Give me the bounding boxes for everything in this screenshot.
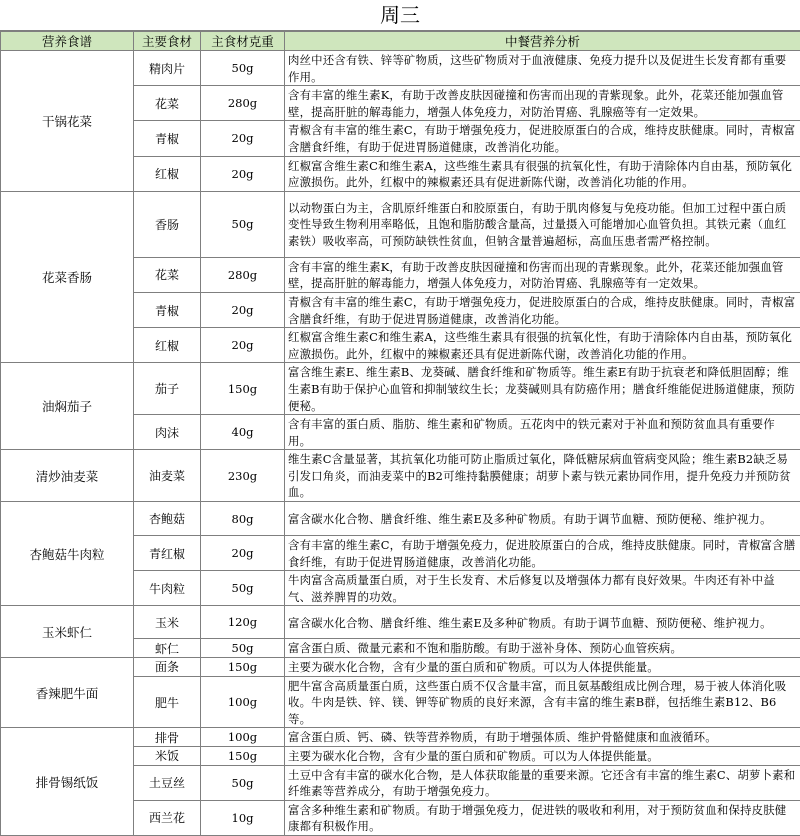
nutrition-analysis: 富含维生素E、维生素B、龙葵碱、膳食纤维和矿物质等。维生素E有助于抗衰老和降低胆固醇；维生素B有助于保护心血管和抑制皱纹生长；龙葵碱则具有防癌作用；膳食纤维能促进肠道健康，预防便秘。	[285, 363, 800, 415]
ingredient-name: 青红椒	[134, 536, 201, 571]
ingredient-name: 花菜	[134, 257, 201, 292]
nutrition-analysis: 肥牛富含高质量蛋白质，这些蛋白质不仅含量丰富，而且氨基酸组成比例合理，易于被人体消化吸收。牛肉是铁、锌、镁、钾等矿物质的良好来源，含有丰富的维生素B群，包括维生素B12、B6等。	[285, 676, 800, 728]
header-weight: 主食材克重	[201, 32, 285, 51]
nutrition-analysis: 青椒含有丰富的维生素C，有助于增强免疫力，促进胶原蛋白的合成，维持皮肤健康。同时，青椒富含膳食纤维，有助于促进胃肠道健康，改善消化功能。	[285, 121, 800, 156]
ingredient-weight: 100g	[201, 728, 285, 747]
ingredient-name: 青椒	[134, 121, 201, 156]
ingredient-weight: 230g	[201, 450, 285, 502]
nutrition-analysis: 以动物蛋白为主，含肌原纤维蛋白和胶原蛋白，有助于肌肉修复与免疫功能。但加工过程中蛋白质变性导致生物利用率略低，且饱和脂肪酸含量高，过量摄入可能增加心血管负担。其铁元素（血红素铁）吸收率高，可预防缺铁性贫血，但钠含量普遍超标，高血压患者需严格控制。	[285, 191, 800, 257]
ingredient-name: 排骨	[134, 728, 201, 747]
nutrition-analysis: 富含多种维生素和矿物质。有助于增强免疫力，促进铁的吸收和利用，对于预防贫血和保持皮肤健康都有积极作用。	[285, 800, 800, 835]
ingredient-name: 米饭	[134, 747, 201, 766]
nutrition-analysis: 主要为碳水化合物，含有少量的蛋白质和矿物质。可以为人体提供能量。	[285, 658, 800, 677]
nutrition-analysis: 含有丰富的维生素K，有助于改善皮肤因碰撞和伤害而出现的青紫现象。此外，花菜还能加强血管壁，提高肝脏的解毒能力，增强人体免疫力，对防治胃癌、乳腺癌等有一定效果。	[285, 257, 800, 292]
recipe-name: 清炒油麦菜	[1, 450, 134, 502]
nutrition-analysis: 红椒富含维生素C和维生素A，这些维生素具有很强的抗氧化性，有助于清除体内自由基，预防氧化应激损伤。此外，红椒中的辣椒素还具有促进新陈代谢，改善消化功能的作用。	[285, 328, 800, 363]
ingredient-name: 青椒	[134, 292, 201, 327]
ingredient-weight: 40g	[201, 415, 285, 450]
ingredient-weight: 20g	[201, 292, 285, 327]
ingredient-name: 红椒	[134, 328, 201, 363]
header-recipe: 营养食谱	[1, 32, 134, 51]
ingredient-weight: 150g	[201, 363, 285, 415]
ingredient-weight: 50g	[201, 51, 285, 86]
ingredient-name: 肉沫	[134, 415, 201, 450]
table-row	[1, 51, 800, 86]
table-row	[1, 606, 800, 639]
nutrition-analysis: 红椒富含维生素C和维生素A，这些维生素具有很强的抗氧化性，有助于清除体内自由基，预防氧化应激损伤。此外，红椒中的辣椒素还具有促进新陈代谢，改善消化功能的作用。	[285, 156, 800, 191]
header-analysis: 中餐营养分析	[285, 32, 800, 51]
nutrition-table	[0, 31, 800, 836]
ingredient-weight: 80g	[201, 502, 285, 536]
nutrition-analysis: 富含碳水化合物、膳食纤维、维生素E及多种矿物质。有助于调节血糖、预防便秘、维护视力。	[285, 606, 800, 639]
ingredient-name: 花菜	[134, 86, 201, 121]
nutrition-analysis: 富含蛋白质、钙、磷、铁等营养物质，有助于增强体质、维护骨骼健康和血液循环。	[285, 728, 800, 747]
recipe-name: 玉米虾仁	[1, 606, 134, 658]
nutrition-analysis: 牛肉富含高质量蛋白质，对于生长发育、术后修复以及增强体力都有良好效果。牛肉还有补中益气、滋养脾胃的功效。	[285, 571, 800, 606]
table-row	[1, 728, 800, 747]
ingredient-name: 精肉片	[134, 51, 201, 86]
ingredient-weight: 20g	[201, 536, 285, 571]
ingredient-name: 牛肉粒	[134, 571, 201, 606]
nutrition-analysis: 含有丰富的维生素C，有助于增强免疫力，促进胶原蛋白的合成，维持皮肤健康。同时，青椒富含膳食纤维，有助于促进胃肠道健康，改善消化功能。	[285, 536, 800, 571]
ingredient-name: 面条	[134, 658, 201, 677]
table-row	[1, 450, 800, 502]
ingredient-weight: 10g	[201, 800, 285, 835]
ingredient-weight: 20g	[201, 328, 285, 363]
ingredient-weight: 50g	[201, 639, 285, 658]
nutrition-analysis: 富含碳水化合物、膳食纤维、维生素E及多种矿物质。有助于调节血糖、预防便秘、维护视力。	[285, 502, 800, 536]
nutrition-analysis: 青椒含有丰富的维生素C，有助于增强免疫力，促进胶原蛋白的合成，维持皮肤健康。同时，青椒富含膳食纤维，有助于促进胃肠道健康，改善消化功能。	[285, 292, 800, 327]
ingredient-name: 油麦菜	[134, 450, 201, 502]
ingredient-name: 玉米	[134, 606, 201, 639]
nutrition-analysis: 含有丰富的蛋白质、脂肪、维生素和矿物质。五花肉中的铁元素对于补血和预防贫血具有重要作用。	[285, 415, 800, 450]
nutrition-analysis: 土豆中含有丰富的碳水化合物，是人体获取能量的重要来源。它还含有丰富的维生素C、胡萝卜素和纤维素等营养成分，有助于增强免疫力。	[285, 765, 800, 800]
recipe-name: 油焖茄子	[1, 363, 134, 450]
recipe-name: 杏鲍菇牛肉粒	[1, 502, 134, 606]
recipe-name: 排骨锡纸饭	[1, 728, 134, 836]
table-row	[1, 363, 800, 415]
table-row	[1, 658, 800, 677]
ingredient-name: 西兰花	[134, 800, 201, 835]
ingredient-weight: 280g	[201, 86, 285, 121]
nutrition-analysis: 富含蛋白质、微量元素和不饱和脂肪酸。有助于滋补身体、预防心血管疾病。	[285, 639, 800, 658]
ingredient-weight: 50g	[201, 765, 285, 800]
recipe-name: 花菜香肠	[1, 191, 134, 363]
header-row	[1, 32, 800, 51]
ingredient-name: 香肠	[134, 191, 201, 257]
ingredient-name: 茄子	[134, 363, 201, 415]
ingredient-weight: 150g	[201, 658, 285, 677]
ingredient-weight: 150g	[201, 747, 285, 766]
nutrition-analysis: 含有丰富的维生素K，有助于改善皮肤因碰撞和伤害而出现的青紫现象。此外，花菜还能加强血管壁，提高肝脏的解毒能力，增强人体免疫力，对防治胃癌、乳腺癌等有一定效果。	[285, 86, 800, 121]
nutrition-analysis: 维生素C含量显著，其抗氧化功能可防止脂质过氧化，降低糖尿病血管病变风险；维生素B2缺乏易引发口角炎，而油麦菜中的B2可维持黏膜健康；胡萝卜素与铁元素协同作用，提升免疫力并预防贫血。	[285, 450, 800, 502]
ingredient-name: 红椒	[134, 156, 201, 191]
table-body	[1, 51, 800, 836]
ingredient-weight: 100g	[201, 676, 285, 728]
ingredient-name: 肥牛	[134, 676, 201, 728]
page-title: 周三	[0, 0, 800, 31]
table-row	[1, 191, 800, 257]
header-ingredient: 主要食材	[134, 32, 201, 51]
ingredient-weight: 20g	[201, 156, 285, 191]
ingredient-name: 土豆丝	[134, 765, 201, 800]
ingredient-weight: 50g	[201, 571, 285, 606]
ingredient-weight: 20g	[201, 121, 285, 156]
nutrition-analysis: 肉丝中还含有铁、锌等矿物质，这些矿物质对于血液健康、免疫力提升以及促进生长发育都有重要作用。	[285, 51, 800, 86]
ingredient-name: 虾仁	[134, 639, 201, 658]
ingredient-weight: 50g	[201, 191, 285, 257]
table-row	[1, 502, 800, 536]
ingredient-name: 杏鲍菇	[134, 502, 201, 536]
nutrition-analysis: 主要为碳水化合物，含有少量的蛋白质和矿物质。可以为人体提供能量。	[285, 747, 800, 766]
recipe-name: 香辣肥牛面	[1, 658, 134, 728]
recipe-name: 干锅花菜	[1, 51, 134, 192]
ingredient-weight: 280g	[201, 257, 285, 292]
ingredient-weight: 120g	[201, 606, 285, 639]
